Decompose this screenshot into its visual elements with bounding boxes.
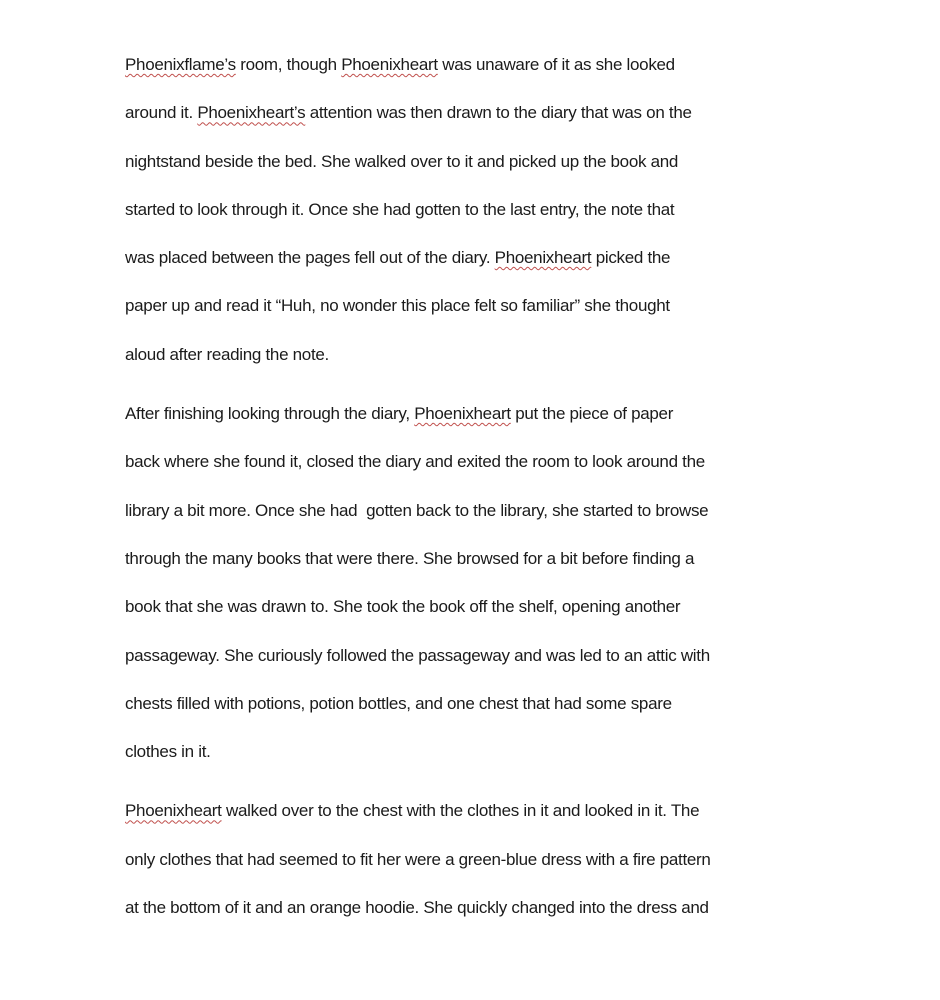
text-line[interactable]: through the many books that were there. She browsed for a bit before finding a (125, 548, 695, 568)
text-line[interactable]: Phoenixflame’s room, though Phoenixheart was unaware of it as she looked (125, 55, 675, 74)
misspelled-word[interactable]: Phoenixheart (341, 55, 438, 74)
paragraph (125, 390, 815, 776)
text-line[interactable]: After finishing looking through the diary, Phoenixheart put the piece of paper (125, 404, 674, 424)
text-line[interactable]: chests filled with potions, potion bottles, and one chest that had some spare (125, 693, 672, 713)
paragraph (125, 41, 815, 379)
document-body[interactable] (125, 41, 815, 932)
misspelled-word[interactable]: Phoenixheart (414, 404, 511, 424)
text-line[interactable]: passageway. She curiously followed the passageway and was led to an attic with (125, 645, 710, 665)
misspelled-word[interactable]: Phoenixheart’s (197, 103, 306, 123)
misspelled-word[interactable]: Phoenixheart (125, 801, 222, 821)
text-line[interactable]: only clothes that had seemed to fit her were a green-blue dress with a fire pattern (125, 849, 711, 869)
text-line[interactable]: at the bottom of it and an orange hoodie. She quickly changed into the dress and (125, 898, 709, 918)
text-line[interactable]: was placed between the pages fell out of the diary. Phoenixheart picked the (125, 248, 671, 268)
text-line[interactable]: clothes in it. (125, 742, 211, 762)
paragraph (125, 787, 815, 932)
text-line[interactable]: book that she was drawn to. She took the book off the shelf, opening another (125, 597, 681, 617)
text-line[interactable]: back where she found it, closed the diary and exited the room to look around the (125, 452, 705, 472)
text-line[interactable]: paper up and read it “Huh, no wonder this place felt so familiar” she thought (125, 296, 670, 316)
text-line[interactable]: started to look through it. Once she had gotten to the last entry, the note that (125, 199, 675, 219)
text-line[interactable]: aloud after reading the note. (125, 344, 329, 364)
misspelled-word[interactable]: Phoenixheart (494, 248, 592, 268)
text-line[interactable]: around it. Phoenixheart’s attention was then drawn to the diary that was on the (125, 103, 692, 123)
text-line[interactable]: nightstand beside the bed. She walked over to it and picked up the book and (125, 151, 679, 171)
text-line[interactable]: Phoenixheart walked over to the chest with the clothes in it and looked in it. The (125, 801, 700, 821)
text-line[interactable]: library a bit more. Once she had gotten back to the library, she started to browse (125, 500, 709, 520)
misspelled-word[interactable]: Phoenixflame’s (125, 55, 236, 74)
